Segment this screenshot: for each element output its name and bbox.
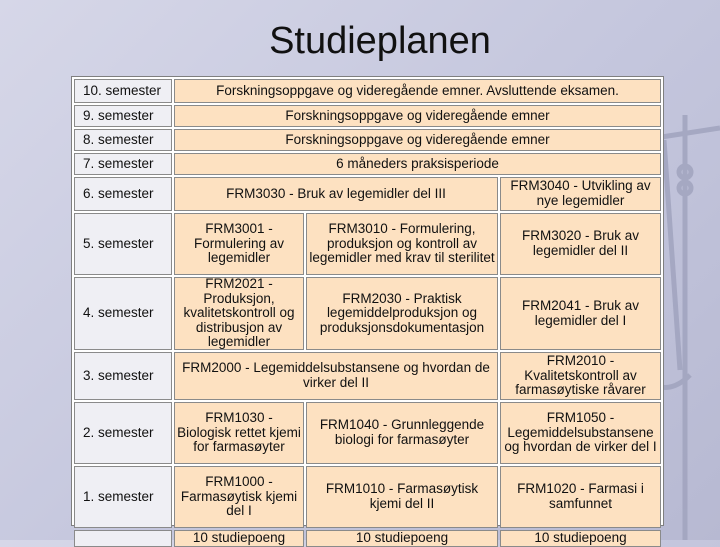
semester-label: 1. semester	[74, 466, 172, 528]
course-cell: FRM3001 - Formulering av legemidler	[174, 213, 304, 275]
course-cell: FRM2000 - Legemiddelsubstansene og hvordan de virker del II	[174, 352, 498, 400]
semester-label: 4. semester	[74, 277, 172, 350]
course-cell: FRM1010 - Farmasøytisk kjemi del II	[306, 466, 498, 528]
course-cell: FRM2010 - Kvalitetskontroll av farmasøytiske råvarer	[500, 352, 661, 400]
course-cell: FRM3010 - Formulering, produksjon og kontroll av legemidler med krav til sterilitet	[306, 213, 498, 275]
footer-blank-cell	[74, 530, 172, 547]
course-cell: FRM2030 - Praktisk legemiddelproduksjon og produksjonsdokumentasjon	[306, 277, 498, 350]
course-cell: FRM1050 - Legemiddelsubstansene og hvordan de virker del I	[500, 402, 661, 464]
credits-cell: 10 studiepoeng	[174, 530, 304, 547]
semester-label: 5. semester	[74, 213, 172, 275]
study-plan-table	[71, 76, 664, 545]
course-cell: FRM3020 - Bruk av legemidler del II	[500, 213, 661, 275]
semester-label: 8. semester	[74, 129, 172, 151]
course-cell: Forskningsoppgave og videregående emner	[174, 105, 661, 127]
semester-label: 6. semester	[74, 177, 172, 211]
course-cell: FRM1000 - Farmasøytisk kjemi del I	[174, 466, 304, 528]
semester-label: 3. semester	[74, 352, 172, 400]
credits-cell: 10 studiepoeng	[306, 530, 498, 547]
page-title: Studieplanen	[269, 20, 491, 62]
semester-label: 9. semester	[74, 105, 172, 127]
course-cell: FRM3030 - Bruk av legemidler del III	[174, 177, 498, 211]
credits-cell: 10 studiepoeng	[500, 530, 661, 547]
course-cell: FRM2041 - Bruk av legemidler del I	[500, 277, 661, 350]
semester-label: 2. semester	[74, 402, 172, 464]
course-cell: 6 måneders praksisperiode	[174, 153, 661, 175]
course-cell: FRM2021 - Produksjon, kvalitetskontroll og distribusjon av legemidler	[174, 277, 304, 350]
course-cell: Forskningsoppgave og videregående emner	[174, 129, 661, 151]
course-cell: FRM1020 - Farmasi i samfunnet	[500, 466, 661, 528]
course-cell: FRM1040 - Grunnleggende biologi for farmasøyter	[306, 402, 498, 464]
semester-label: 7. semester	[74, 153, 172, 175]
course-cell: FRM3040 - Utvikling av nye legemidler	[500, 177, 661, 211]
course-cell: Forskningsoppgave og videregående emner. Avsluttende eksamen.	[174, 79, 661, 103]
semester-label: 10. semester	[74, 79, 172, 103]
course-cell: FRM1030 - Biologisk rettet kjemi for farmasøyter	[174, 402, 304, 464]
